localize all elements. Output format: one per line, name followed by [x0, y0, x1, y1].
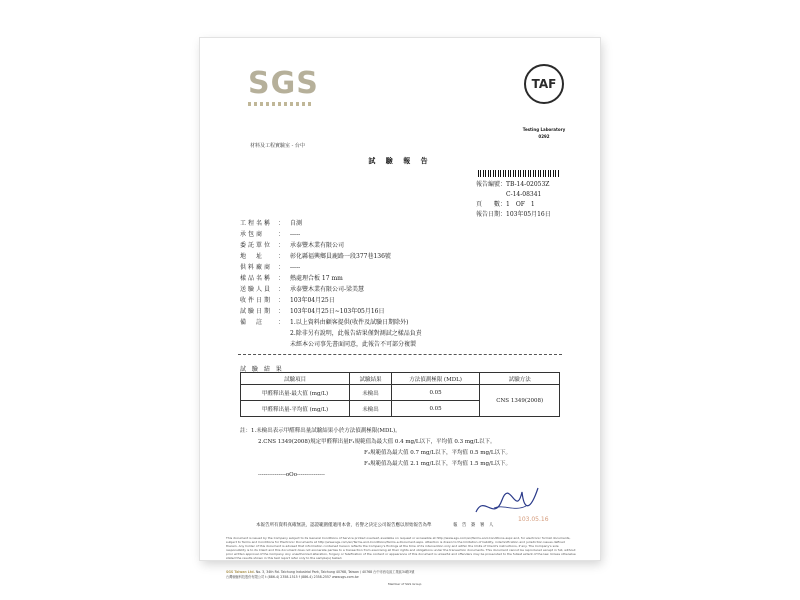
column-header: 試驗項目	[241, 373, 350, 385]
test-mdl: 0.05	[391, 401, 480, 417]
field-row: 承包商 ： -----	[240, 231, 301, 238]
remark-line: 未經本公司事先書面同意，此報告不可部分複製	[290, 341, 417, 348]
sgs-logo	[248, 66, 319, 101]
results-table	[240, 372, 560, 417]
note-line: 註：1.未檢出表示甲醛釋出量試驗結果小於方法偵測極限(MDL)。	[240, 428, 401, 434]
date-value: 103年05月16日	[506, 211, 551, 218]
date-label: 報告日期：	[476, 211, 507, 218]
report-no: TB-14-02053Z	[506, 181, 550, 188]
notes	[240, 426, 511, 481]
footer-phone: t (886-4) 2358-1515	[265, 575, 298, 579]
taf-lab-number: 0292	[538, 134, 550, 139]
field-row: 供料廠商 ： -----	[240, 264, 301, 271]
note-line: 2.CNS 1349(2008)規定甲醛釋出量F₁規範值為最大值 0.4 mg/L以下，平均值 0.3 mg/L以下。	[258, 439, 496, 445]
table-row	[241, 385, 560, 401]
field-row: 收件日期 ： 103年04月25日	[240, 297, 335, 304]
footer	[226, 570, 576, 580]
date-stamp: 103.05.16	[518, 516, 549, 523]
test-item: 甲醛釋出量-平均值 (mg/L)	[241, 401, 350, 417]
report-paper	[200, 38, 600, 586]
column-header: 試驗結果	[350, 373, 391, 385]
field-row: 樣品名稱 ： 熱處理合板 17 mm	[240, 275, 343, 282]
field-row: 委託單位 ： 承泰豐木業有限公司	[240, 242, 345, 249]
taf-lab-line: Testing Laboratory	[522, 127, 566, 132]
test-method: CNS 1349(2008)	[480, 385, 560, 417]
logo-text: SGS	[248, 66, 319, 101]
remark-line: 2.除非另有說明，此報告結果僅對測試之樣品負責	[290, 330, 422, 337]
report-meta	[476, 180, 551, 220]
test-item: 甲醛釋出量-最大值 (mg/L)	[241, 385, 350, 401]
report-no-2: C-14-08341	[506, 191, 542, 198]
footer-company-zh: 台灣檢驗科技股份有限公司	[226, 575, 265, 579]
lab-name: 材料及工程實驗室 - 台中	[250, 143, 305, 149]
divider	[238, 354, 562, 355]
taf-seal-icon: TAF	[524, 64, 564, 104]
field-row: 送驗人員 ： 承泰豐木業有限公司-梁美慧	[240, 286, 365, 293]
footer-fax: f (886-4) 2358-2557	[298, 575, 331, 579]
taf-lab-info	[506, 126, 582, 140]
member-of-group: Member of SGS Group	[388, 582, 422, 586]
signature-line	[256, 522, 493, 528]
page-value: 1 OF 1	[506, 201, 535, 208]
results-heading: 試 驗 結 果	[240, 366, 284, 373]
note-line: F₂規範值為最大值 0.7 mg/L以下，平均值 0.5 mg/L以下。	[364, 450, 511, 456]
note-line: F₃規範值為最大值 2.1 mg/L以下，平均值 1.5 mg/L以下。	[364, 461, 511, 467]
column-header: 方法偵測極限 (MDL)	[391, 373, 480, 385]
column-header: 試驗方法	[480, 373, 560, 385]
footer-web: www.sgs.com.tw	[331, 575, 359, 579]
report-title: 試 驗 報 告	[368, 156, 432, 165]
field-row: 工程名稱 ： 自測	[240, 220, 303, 227]
test-result: 未檢出	[350, 385, 391, 401]
field-row: 地 址 ： 彰化縣福興鄉員鹿路一段377巷136號	[240, 253, 391, 260]
logo-dots	[248, 102, 312, 106]
footer-company: SGS Taiwan Ltd.	[226, 570, 255, 574]
test-mdl: 0.05	[391, 385, 480, 401]
page-label: 頁 數：	[476, 201, 507, 208]
signature-declaration: 本報告所有資料真確無誤，認證範圍僅適用本會，名譽之決定公司報告應以原始報告為準	[256, 523, 432, 528]
legal-fineprint: This document is issued by the Company subject to its General Conditions of Service printed overleaf, available on request or accessible at http://www.sgs.com/en/Terms-and-Conditions.aspx and, for electronic format documents, subject to Terms and Conditions for Electronic Documents at http://www.sgs.com/en/Terms-and-Conditions/Terms-e-Document.aspx. Attention is drawn to the limitation of liability, indemnification and jurisdiction issues defined therein. Any holder of this document is advised that information contained hereon reflects the Company's findings at the time of its intervention only and within the limits of Client's instructions, if any. The Company's sole responsibility is to its Client and this document does not exonerate parties to a transaction from exercising all their rights and obligations under the transaction documents. This document cannot be reproduced except in full, without prior written approval of the Company. Any unauthorized alteration, forgery or falsification of the content or appearance of this document is unlawful and offenders may be prosecuted to the fullest extent of the law. Unless otherwise stated the results shown in this test report refer only to the sample(s) tested.	[226, 536, 576, 560]
field-row: 試驗日期 ： 103年04月25日~103年05月16日	[240, 308, 385, 315]
test-result: 未檢出	[350, 401, 391, 417]
report-no-label: 報告編號：	[476, 181, 507, 188]
note-end-marker: ---------------oOo---------------	[258, 472, 325, 478]
signer-label: 報 告 簽 署 人	[452, 523, 494, 528]
field-row: 備 註 ： 1.以上資料由顧客提供(收件及試驗日期除外)	[240, 319, 409, 326]
footer-address: No. 3, 34th Rd. Taichung Industrial Park, Taichung 40768, Taiwan / 40768 台中市西屯區工業區34路3號	[255, 570, 415, 574]
report-fields	[240, 218, 422, 350]
barcode	[478, 170, 560, 177]
